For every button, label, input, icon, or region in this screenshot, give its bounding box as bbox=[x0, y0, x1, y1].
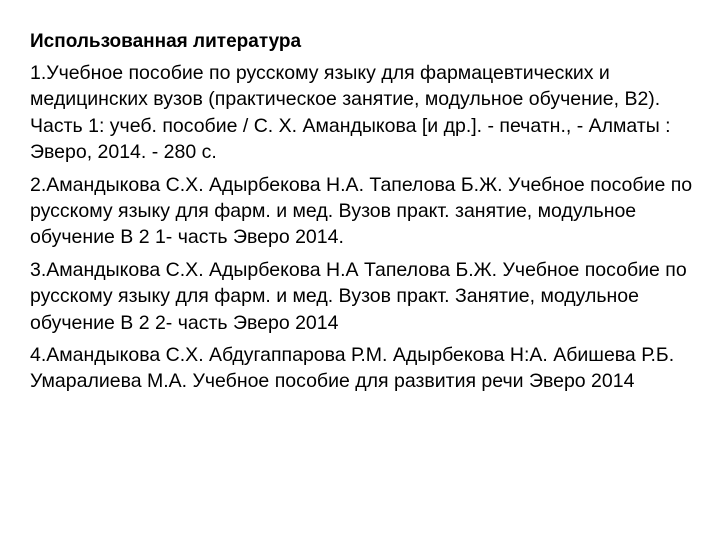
slide-content bbox=[30, 28, 702, 401]
reference-item-2: 2.Амандыкова С.Х. Адырбекова Н.А. Тапелова Б.Ж. Учебное пособие по русскому языку для фарм. и мед. Вузов практ. занятие, модульное обучение В 2 1- часть Эверо 2014. bbox=[30, 173, 693, 249]
reference-item-1: 1.Учебное пособие по русскому языку для фармацевтических и медицинских вузов (практическое занятие, модульное обучение, В2). Часть 1: учеб. пособие / С. Х. Амандыкова [и др.]. - печатн., - Алматы : Эверо, 2014. - 280 с. bbox=[30, 62, 671, 164]
reference-item-3: 3.Амандыкова С.Х. Адырбекова Н.А Тапелова Б.Ж. Учебное пособие по русскому языку для фарм. и мед. Вузов практ. Занятие, модульное обучение В 2 2- часть Эверо 2014 bbox=[30, 258, 687, 334]
page-title: Использованная литература bbox=[30, 31, 302, 52]
reference-item-4: 4.Амандыкова С.Х. Абдугаппарова Р.М. Адырбекова Н:А. Абишева Р.Б. Умаралиева М.А. Учебное пособие для развития речи Эверо 2014 bbox=[30, 344, 675, 393]
reference-list bbox=[30, 60, 702, 395]
